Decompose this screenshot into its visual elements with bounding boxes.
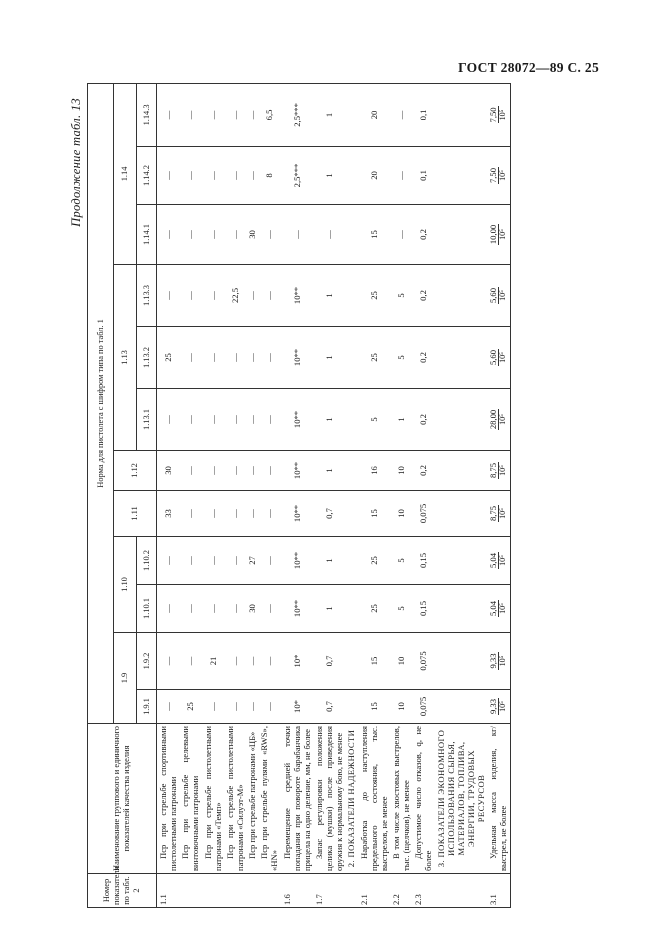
value-cell: — — [179, 633, 201, 690]
row-number — [224, 874, 246, 908]
table-row — [224, 83, 246, 907]
value-cell: — — [157, 389, 180, 451]
fraction-value — [489, 287, 507, 304]
value-cell: — — [202, 327, 224, 389]
value-cell: 1 — [313, 327, 345, 389]
value-cell: — — [202, 205, 224, 265]
value-cell: 16 — [358, 451, 390, 491]
value-cell: — — [224, 451, 246, 491]
indicator-name-text: Допустимое число отказов, q, не более — [413, 726, 434, 871]
table-row — [258, 83, 280, 907]
value-cell: 20 — [358, 147, 390, 205]
fraction-denominator: 10⁵ — [498, 508, 508, 519]
header-norm: Норма для пистолета с шифром типа по табл. 1 — [88, 83, 114, 723]
value-cell — [487, 451, 510, 491]
value-cell: 1 — [390, 389, 412, 451]
value-cell: 2,5*** — [281, 83, 313, 146]
value-cell — [345, 690, 357, 724]
fraction-denominator: 10⁵ — [498, 701, 508, 712]
value-cell: 15 — [358, 491, 390, 537]
header-sub: 1.14.3 — [137, 83, 157, 146]
header-sub: 1.13.3 — [137, 265, 157, 327]
value-cell: 10 — [390, 451, 412, 491]
fraction-numerator: 5,60 — [488, 349, 499, 366]
section-title — [435, 724, 488, 874]
value-cell: 15 — [358, 205, 390, 265]
value-cell: 25 — [358, 585, 390, 633]
fraction-denominator: 10⁵ — [498, 170, 508, 181]
value-cell: 10 — [390, 633, 412, 690]
value-cell: — — [179, 451, 201, 491]
fraction-numerator: 7,50 — [488, 107, 499, 123]
indicator-name-text: Наработка до наступления предельного состояния, тыс. выстрелов, не менее — [358, 726, 389, 871]
fraction-value — [489, 600, 507, 617]
row-number: 3.1 — [487, 874, 510, 908]
value-cell: 25 — [358, 327, 390, 389]
indicator-name-text: Пср при стрельбе пистолетными патронами «Темп» — [202, 726, 223, 871]
value-cell: 10** — [281, 585, 313, 633]
value-cell: — — [390, 205, 412, 265]
value-cell: — — [246, 265, 258, 327]
value-cell: 0,2 — [412, 265, 434, 327]
header-sub: 1.13.1 — [137, 389, 157, 451]
value-cell — [487, 265, 510, 327]
value-cell: — — [157, 205, 180, 265]
continuation-caption: Продолжение табл. 13 — [69, 98, 83, 227]
value-cell: — — [258, 537, 280, 585]
value-cell: 10** — [281, 327, 313, 389]
value-cell: — — [202, 265, 224, 327]
value-cell: 1 — [313, 265, 345, 327]
value-cell: 25 — [358, 265, 390, 327]
table-row — [179, 83, 201, 907]
fraction-value — [489, 106, 507, 123]
indicator-name — [179, 724, 201, 874]
value-cell — [435, 83, 488, 146]
value-cell: — — [179, 491, 201, 537]
fraction-denominator: 10⁵ — [498, 352, 508, 363]
value-cell: 1 — [313, 537, 345, 585]
row-number: 1.1 — [157, 874, 180, 908]
indicator-name — [487, 724, 510, 874]
fraction-numerator: 9,33 — [488, 653, 499, 669]
indicator-name-text: В том числе хвостовых выстрелов, тыс. (щелчков), не менее — [390, 726, 412, 871]
indicator-name — [224, 724, 246, 874]
value-cell: 0,15 — [412, 537, 434, 585]
value-cell: 25 — [179, 690, 201, 724]
value-cell: 2,5*** — [281, 147, 313, 205]
value-cell: — — [224, 690, 246, 724]
fraction-value — [489, 409, 507, 430]
indicator-name — [390, 724, 412, 874]
value-cell: 1 — [313, 147, 345, 205]
row-number — [345, 874, 357, 908]
value-cell: — — [224, 537, 246, 585]
table-row — [313, 83, 345, 907]
value-cell — [487, 327, 510, 389]
value-cell: — — [246, 451, 258, 491]
value-cell: 8 — [258, 147, 280, 205]
section-title — [345, 724, 357, 874]
value-cell: — — [224, 83, 246, 146]
value-cell: — — [390, 83, 412, 146]
value-cell: — — [179, 537, 201, 585]
value-cell: 6,5 — [258, 83, 280, 146]
norms-table — [87, 83, 511, 908]
indicator-name-text: Пср при стрельбе пистолетными патронами «Силуэт-М» — [224, 726, 245, 871]
value-cell: — — [157, 585, 180, 633]
value-cell: 0,2 — [412, 327, 434, 389]
value-cell: — — [224, 147, 246, 205]
value-cell: 33 — [157, 491, 180, 537]
indicator-name-text: Пср при стрельбе спортивными пистолетными патронами — [158, 726, 179, 871]
fraction-numerator: 5,04 — [488, 600, 499, 617]
value-cell: 1 — [313, 83, 345, 146]
fraction-value — [489, 167, 507, 184]
value-cell: — — [157, 265, 180, 327]
value-cell: 0,7 — [313, 491, 345, 537]
header-sub: 1.14.1 — [137, 205, 157, 265]
value-cell: — — [390, 147, 412, 205]
value-cell: 30 — [246, 205, 258, 265]
value-cell: — — [179, 585, 201, 633]
fraction-denominator: 10⁵ — [498, 229, 508, 240]
value-cell: 0,075 — [412, 633, 434, 690]
value-cell — [345, 389, 357, 451]
value-cell: 0,15 — [412, 585, 434, 633]
indicator-name — [157, 724, 180, 874]
fraction-value — [489, 505, 507, 522]
value-cell: — — [258, 491, 280, 537]
value-cell: — — [179, 265, 201, 327]
indicator-name — [313, 724, 345, 874]
indicator-name — [358, 724, 390, 874]
value-cell: 10** — [281, 389, 313, 451]
value-cell: — — [202, 147, 224, 205]
fraction-numerator: 5,04 — [488, 552, 499, 569]
value-cell: — — [246, 389, 258, 451]
value-cell — [487, 205, 510, 265]
value-cell — [345, 633, 357, 690]
value-cell — [435, 389, 488, 451]
value-cell: — — [258, 265, 280, 327]
value-cell: 25 — [358, 537, 390, 585]
fraction-denominator: 10⁵ — [498, 465, 508, 476]
value-cell — [345, 205, 357, 265]
value-cell: 0,1 — [412, 147, 434, 205]
table-row — [358, 83, 390, 907]
table-row — [390, 83, 412, 907]
value-cell — [487, 389, 510, 451]
value-cell: — — [258, 327, 280, 389]
indicator-name — [412, 724, 434, 874]
value-cell — [345, 147, 357, 205]
value-cell: 10** — [281, 265, 313, 327]
value-cell: 10** — [281, 491, 313, 537]
value-cell: — — [246, 633, 258, 690]
indicator-name-text: Перемещение средней точки попадания при повороте барабанчика прицела на одно деление, мм, не более — [281, 726, 312, 871]
value-cell: 10 — [390, 690, 412, 724]
section-title-text: 3. ПОКАЗАТЕЛИ ЭКОНОМНОГО ИСПОЛЬЗОВАНИЯ СЫРЬЯ, МАТЕРИАЛОВ, ТОПЛИВА, ЭНЕРГИИ, ТРУДОВЫХ РЕСУРСОВ — [435, 729, 487, 868]
value-cell: — — [202, 491, 224, 537]
row-number: 2.1 — [358, 874, 390, 908]
table-row — [487, 83, 510, 907]
indicator-name — [258, 724, 280, 874]
value-cell: — — [179, 389, 201, 451]
value-cell: 22,5 — [224, 265, 246, 327]
table-row — [157, 83, 180, 907]
indicator-name-text: Пср при стрельбе патронами «ЦБ» — [247, 731, 258, 859]
value-cell: 10** — [281, 537, 313, 585]
value-cell — [345, 585, 357, 633]
header-sub: 1.9.2 — [137, 633, 157, 690]
value-cell: — — [157, 690, 180, 724]
fraction-value — [489, 224, 507, 245]
value-cell: 0,2 — [412, 205, 434, 265]
table-section-row — [345, 83, 357, 907]
indicator-name — [281, 724, 313, 874]
header-sub: 1.10.2 — [137, 537, 157, 585]
row-number: 1.6 — [281, 874, 313, 908]
value-cell: — — [246, 491, 258, 537]
value-cell: — — [157, 537, 180, 585]
value-cell: — — [224, 585, 246, 633]
value-cell — [487, 491, 510, 537]
value-cell: 0,7 — [313, 633, 345, 690]
value-cell: — — [224, 491, 246, 537]
value-cell: 15 — [358, 633, 390, 690]
table-row — [246, 83, 258, 907]
fraction-denominator: 10⁵ — [498, 414, 508, 425]
row-number — [202, 874, 224, 908]
value-cell: — — [258, 633, 280, 690]
fraction-numerator: 8,75 — [488, 505, 499, 522]
header-sub: 1.14.2 — [137, 147, 157, 205]
value-cell: — — [224, 389, 246, 451]
table-header — [88, 83, 157, 907]
value-cell — [487, 633, 510, 690]
value-cell: 30 — [157, 451, 180, 491]
value-cell: 5 — [390, 327, 412, 389]
value-cell: — — [202, 451, 224, 491]
fraction-value — [489, 349, 507, 366]
fraction-value — [489, 698, 507, 715]
row-number — [258, 874, 280, 908]
value-cell: — — [224, 205, 246, 265]
value-cell: — — [157, 83, 180, 146]
value-cell: — — [202, 389, 224, 451]
value-cell — [345, 327, 357, 389]
value-cell: — — [202, 537, 224, 585]
value-cell: — — [157, 633, 180, 690]
header-sub: 1.13.2 — [137, 327, 157, 389]
header-group: 1.14 — [114, 83, 137, 264]
value-cell — [487, 147, 510, 205]
value-cell: — — [202, 83, 224, 146]
value-cell: 1 — [313, 389, 345, 451]
row-number: 1.7 — [313, 874, 345, 908]
value-cell — [487, 690, 510, 724]
value-cell: 0,1 — [412, 83, 434, 146]
row-number: 2.2 — [390, 874, 412, 908]
table-body — [157, 83, 511, 907]
value-cell — [435, 147, 488, 205]
value-cell — [435, 690, 488, 724]
row-number — [435, 874, 488, 908]
value-cell — [435, 491, 488, 537]
value-cell: 30 — [246, 585, 258, 633]
value-cell — [345, 451, 357, 491]
header-sub: 1.10.1 — [137, 585, 157, 633]
value-cell: — — [313, 205, 345, 265]
fraction-numerator: 7,50 — [488, 167, 499, 184]
value-cell: — — [157, 147, 180, 205]
value-cell: 10** — [281, 451, 313, 491]
value-cell — [487, 537, 510, 585]
fraction-numerator: 28,00 — [488, 409, 499, 430]
fraction-denominator: 10⁵ — [498, 603, 508, 614]
value-cell: — — [224, 633, 246, 690]
indicator-name-text: Пср при стрельбе целевыми винтовочными патронами — [180, 726, 201, 871]
header-sub: 1.9.1 — [137, 690, 157, 724]
value-cell: 1 — [313, 585, 345, 633]
value-cell: 1 — [313, 451, 345, 491]
value-cell: — — [202, 585, 224, 633]
value-cell: 0,2 — [412, 451, 434, 491]
table-row — [202, 83, 224, 907]
value-cell: — — [281, 205, 313, 265]
value-cell: — — [179, 147, 201, 205]
value-cell: — — [258, 451, 280, 491]
value-cell — [435, 205, 488, 265]
value-cell: — — [179, 327, 201, 389]
value-cell: 10 — [390, 491, 412, 537]
header-group: 1.12 — [114, 451, 157, 491]
value-cell: — — [246, 83, 258, 146]
fraction-numerator: 9,33 — [488, 698, 499, 715]
fraction-denominator: 10⁵ — [498, 290, 508, 301]
fraction-numerator: 8,75 — [488, 462, 499, 479]
value-cell: — — [258, 690, 280, 724]
row-number: 2.3 — [412, 874, 434, 908]
value-cell: — — [224, 327, 246, 389]
value-cell: 5 — [390, 585, 412, 633]
fraction-numerator: 5,60 — [488, 287, 499, 304]
value-cell: — — [246, 690, 258, 724]
value-cell: 0,7 — [313, 690, 345, 724]
value-cell: — — [258, 389, 280, 451]
value-cell: 15 — [358, 690, 390, 724]
header-group: 1.11 — [114, 491, 157, 537]
indicator-name-text: Удельная масса изделия, кг/выстрел, не более — [488, 726, 509, 871]
value-cell — [487, 83, 510, 146]
value-cell: 5 — [358, 389, 390, 451]
value-cell — [345, 83, 357, 146]
value-cell — [435, 451, 488, 491]
value-cell: 0,075 — [412, 690, 434, 724]
value-cell: 27 — [246, 537, 258, 585]
fraction-value — [489, 652, 507, 669]
value-cell: 20 — [358, 83, 390, 146]
value-cell — [435, 633, 488, 690]
fraction-denominator: 10⁵ — [498, 655, 508, 667]
page-header: ГОСТ 28072—89 С. 25 — [458, 60, 599, 75]
row-number — [246, 874, 258, 908]
indicator-name-text: Запас регулировки положения целика (мушки) после приведения оружия к нормальному бою, не менее — [313, 726, 345, 871]
value-cell: — — [246, 147, 258, 205]
indicator-name — [246, 724, 258, 874]
value-cell: 0,2 — [412, 389, 434, 451]
row-number — [179, 874, 201, 908]
table-section-row — [435, 83, 488, 907]
value-cell: — — [258, 205, 280, 265]
fraction-numerator: 10,00 — [488, 224, 499, 245]
value-cell: 10* — [281, 690, 313, 724]
value-cell: — — [258, 585, 280, 633]
value-cell — [345, 537, 357, 585]
fraction-value — [489, 462, 507, 479]
value-cell: 10* — [281, 633, 313, 690]
value-cell: 5 — [390, 265, 412, 327]
section-title-text: 2. ПОКАЗАТЕЛИ НАДЕЖНОСТИ — [346, 729, 357, 868]
header-group: 1.10 — [114, 537, 137, 633]
value-cell — [487, 585, 510, 633]
header-name: Наименование группового и единичного показателей качества изделия — [88, 724, 157, 874]
indicator-name — [202, 724, 224, 874]
table-row — [281, 83, 313, 907]
value-cell — [345, 491, 357, 537]
header-group: 1.9 — [114, 633, 137, 724]
fraction-denominator: 10⁵ — [498, 555, 508, 566]
value-cell: — — [202, 690, 224, 724]
value-cell — [345, 265, 357, 327]
rotated-table-area — [65, 84, 601, 908]
fraction-value — [489, 552, 507, 569]
table-row — [412, 83, 434, 907]
header-group: 1.13 — [114, 265, 137, 451]
value-cell: 0,075 — [412, 491, 434, 537]
value-cell: 5 — [390, 537, 412, 585]
value-cell: — — [179, 83, 201, 146]
value-cell — [435, 585, 488, 633]
value-cell — [435, 537, 488, 585]
value-cell: — — [246, 327, 258, 389]
fraction-denominator: 10⁵ — [498, 109, 508, 121]
indicator-name-text: Пср при стрельбе пулями «RWS», «HN» — [259, 726, 280, 871]
value-cell — [435, 327, 488, 389]
value-cell: — — [179, 205, 201, 265]
value-cell — [435, 265, 488, 327]
header-num: Номер показателя по табл. 2 — [88, 874, 157, 908]
value-cell: 21 — [202, 633, 224, 690]
value-cell: 25 — [157, 327, 180, 389]
